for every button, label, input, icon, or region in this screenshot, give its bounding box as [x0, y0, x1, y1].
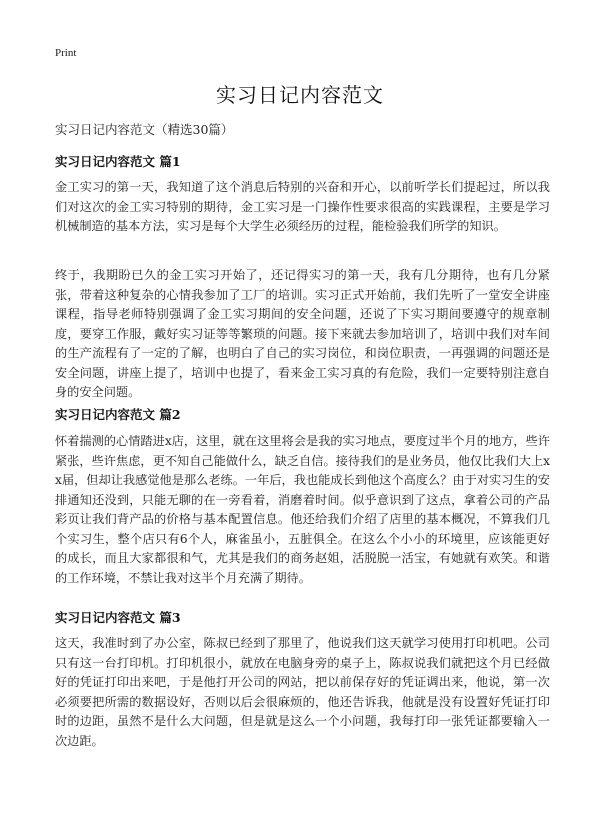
section-1-paragraph-2: 终于，我期盼已久的金工实习开始了，还记得实习的第一天，我有几分期待，也有几分紧张，带着这种复杂的心情我参加了工厂的培训。实习正式开始前，我们先听了一堂安全讲座课程，指导老师特别强调了金工实习期间的安全问题，还说了下实习期间要遵守的规章制度，要穿工作服，戴好实习证等等繁琐的问题。接下来就去参加培训了，培训中我们对车间的生产流程有了一定的了解，也明白了自己的实习岗位，和岗位职责，一再强调的问题还是安全问题，讲座上提了，培训中也提了，看来金工实习真的有危险，我们一定要特别注意自身的安全问题。 — [55, 268, 550, 399]
section-heading-2: 实习日记内容范文 篇2 — [55, 407, 181, 422]
section-heading-1: 实习日记内容范文 篇1 — [55, 154, 181, 169]
page-title: 实习日记内容范文 — [216, 83, 384, 107]
print-link[interactable]: Print — [55, 47, 77, 59]
document-subtitle: 实习日记内容范文（精选30篇） — [55, 122, 234, 137]
section-1-paragraph-1: 金工实习的第一天，我知道了这个消息后特别的兴奋和开心，以前听学长们提起过，所以我们对这次的金工实习特别的期待，金工实习是一门操作性要求很高的实践课程，主要是学习机械制造的基本方法，实习是每个大学生必须经历的过程，能检验我们所学的知识。 — [55, 180, 550, 233]
section-2-paragraph-1: 怀着揣测的心情踏进x店，这里，就在这里将会是我的实习地点，要度过半个月的地方，些许紧张，些许焦虑，更不知自己能做什么，缺乏自信。接待我们的是业务员，他仅比我们大上xx届，但却让我感觉他是那么老练。一年后，我也能成长到他这个高度么？由于对实习生的安排通知还没到，只能无聊的在一旁看着，消磨着时间。似乎意识到了这点，拿着公司的产品彩页让我们背产品的价格与基本配置信息。他还给我们介绍了店里的基本概况，不算我们几个实习生，整个店只有6个人，麻雀虽小，五脏俱全。在这么个小小的环境里，应该能更好的成长，而且大家都很和气，尤其是我们的商务赵姐，活脱脱一活宝，有她就有欢笑。和谐的工作环境，不禁让我对这半个月充满了期待。 — [55, 434, 550, 585]
section-heading-3: 实习日记内容范文 篇3 — [55, 610, 181, 625]
section-3-paragraph-1: 这天，我准时到了办公室，陈叔已经到了那里了，他说我们这天就学习使用打印机吧。公司只有这一台打印机。打印机很小，就放在电脑身旁的桌子上，陈叔说我们就把这个月已经做好的凭证打印出来吧，于是他打开公司的网站，把以前保存好的凭证调出来，他说，第一次必须要把所需的数据设好，否则以后会很麻烦的，他还告诉我，他就是没有设置好凭证打印时的边距，虽然不是什么大问题，但是就是这么一个小问题，我每打印一张凭证都要输入一次边距。 — [55, 636, 550, 748]
